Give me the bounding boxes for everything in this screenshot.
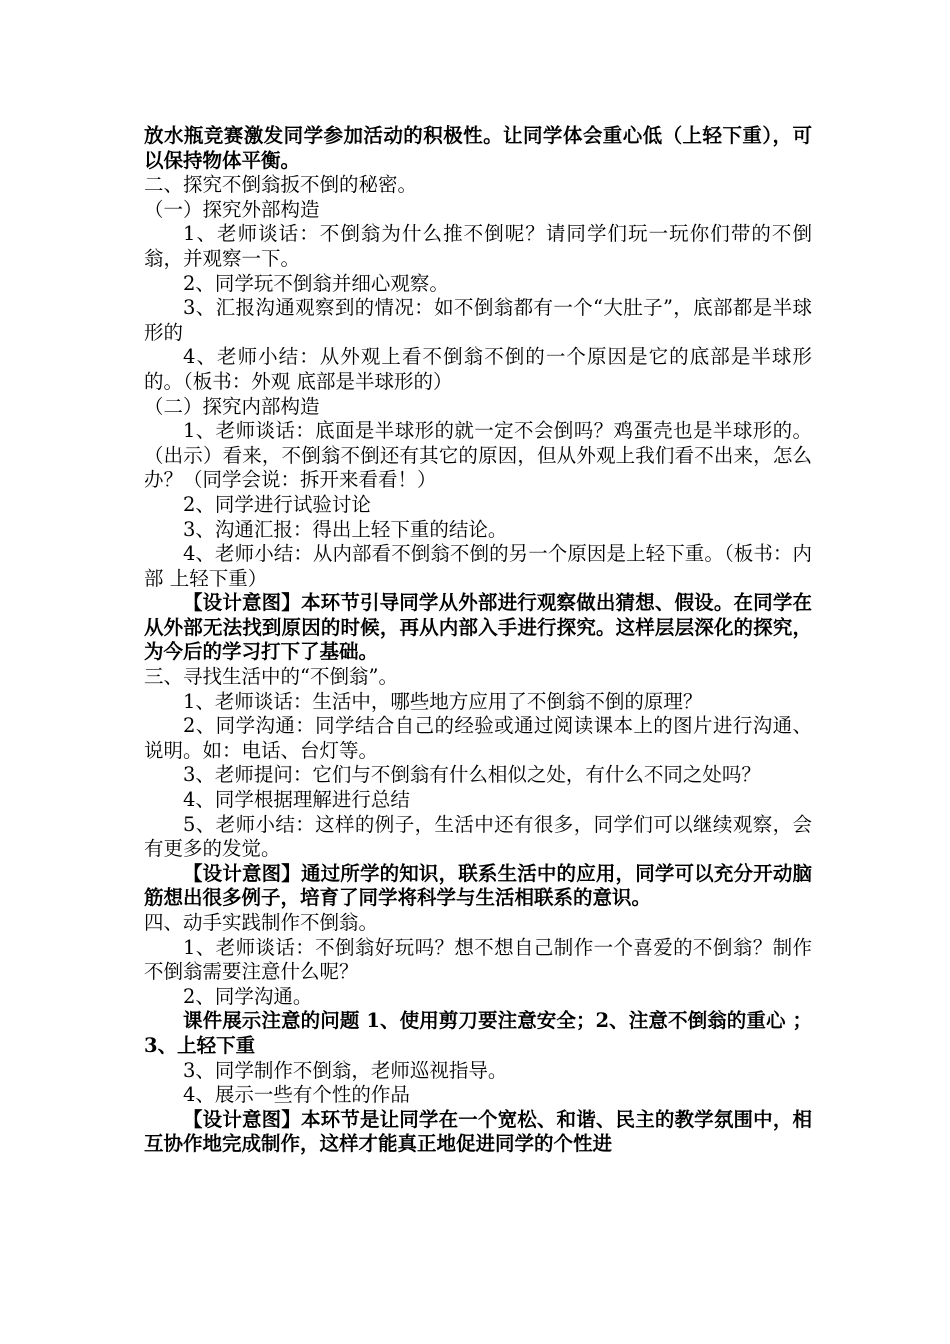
body-paragraph: 3、汇报沟通观察到的情况：如不倒翁都有一个“大肚子”，底部都是半球形的 <box>144 296 812 344</box>
body-paragraph: 3、老师提问：它们与不倒翁有什么相似之处，有什么不同之处吗？ <box>183 763 761 787</box>
section-heading-3: 三、寻找生活中的“不倒翁”。 <box>144 665 398 689</box>
body-paragraph: 4、老师小结：从外观上看不倒翁不倒的一个原因是它的底部是半球形的。（板书：外观 底部是半球形的） <box>144 345 812 393</box>
subsection-heading-internal: （二）探究内部构造 <box>144 394 320 418</box>
body-paragraph: 4、老师小结：从内部看不倒翁不倒的另一个原因是上轻下重。（板书：内部 上轻下重） <box>144 542 812 590</box>
body-paragraph: 2、同学沟通。 <box>183 984 313 1008</box>
body-paragraph: 2、同学沟通：同学结合自己的经验或通过阅读课本上的图片进行沟通、说明。如：电话、台灯等。 <box>144 714 812 762</box>
body-paragraph: 4、同学根据理解进行总结 <box>183 788 410 812</box>
body-paragraph: 2、同学进行试验讨论 <box>183 492 371 516</box>
body-paragraph: 1、老师谈话：底面是半球形的就一定不会倒吗？鸡蛋壳也是半球形的。（出示）看来，不倒翁不倒还有其它的原因，但从外观上我们看不出来，怎么办？（同学会说：拆开来看看！） <box>144 419 812 492</box>
design-intent-paragraph: 放水瓶竞赛激发同学参加活动的积极性。让同学体会重心低（上轻下重），可以保持物体平衡。 <box>144 124 812 172</box>
body-paragraph: 5、老师小结：这样的例子，生活中还有很多，同学们可以继续观察，会有更多的发觉。 <box>144 812 812 861</box>
subsection-heading-external: （一）探究外部构造 <box>144 197 320 221</box>
body-paragraph: 4、展示一些有个性的作品 <box>183 1083 410 1107</box>
body-paragraph: 3、同学制作不倒翁，老师巡视指导。 <box>183 1058 508 1082</box>
courseware-note-paragraph: 课件展示注意的问题 1、使用剪刀要注意安全；2、注意不倒翁的重心 ；3、上轻下重 <box>144 1009 812 1057</box>
section-heading-4: 四、动手实践制作不倒翁。 <box>144 911 379 934</box>
body-paragraph: 2、同学玩不倒翁并细心观察。 <box>183 271 449 295</box>
body-paragraph: 3、沟通汇报：得出上轻下重的结论。 <box>183 517 508 541</box>
body-paragraph: 1、老师谈话：生活中，哪些地方应用了不倒翁不倒的原理？ <box>183 689 703 713</box>
body-paragraph: 1、老师谈话：不倒翁好玩吗？想不想自己制作一个喜爱的不倒翁？制作不倒翁需要注意什么呢？ <box>144 935 812 984</box>
section-heading-2: 二、探究不倒翁扳不倒的秘密。 <box>144 173 418 197</box>
design-intent-paragraph: 【设计意图】本环节是让同学在一个宽松、和谐、民主的教学氛围中，相互协作地完成制作，这样才能真正地促进同学的个性进 <box>144 1107 812 1156</box>
design-intent-paragraph: 【设计意图】通过所学的知识，联系生活中的应用，同学可以充分开动脑筋想出很多例子，培育了同学将科学与生活相联系的意识。 <box>144 861 812 910</box>
design-intent-paragraph: 【设计意图】本环节引导同学从外部进行观察做出猜想、假设。在同学在从外部无法找到原因的时候，再从内部入手进行探究。这样层层深化的探究，为今后的学习打下了基础。 <box>144 591 812 664</box>
body-paragraph: 1、老师谈话：不倒翁为什么推不倒呢？请同学们玩一玩你们带的不倒翁，并观察一下。 <box>144 222 812 270</box>
document-body <box>144 124 812 1157</box>
